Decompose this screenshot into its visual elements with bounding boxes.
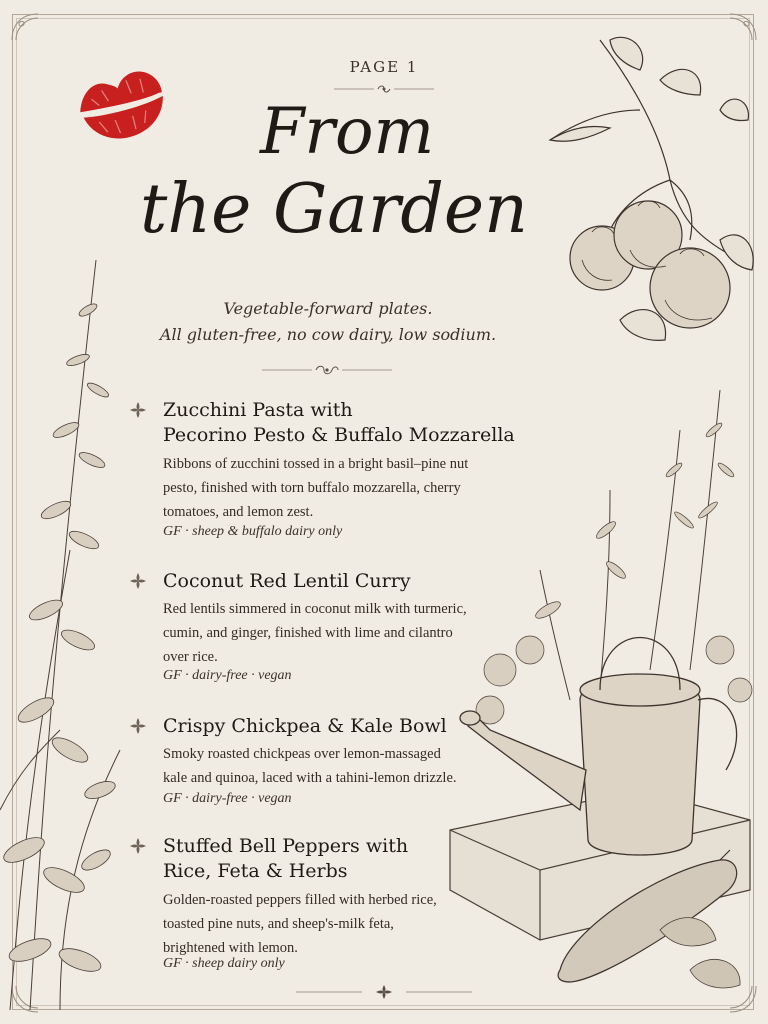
description-line: pesto, finished with torn buffalo mozzarella, cherry [163,480,461,496]
herb-sprigs-illustration [0,250,140,1020]
menu-subtitle [150,296,506,348]
corner-flourish-icon [8,10,42,44]
menu-item-name-line: Coconut Red Lentil Curry [163,570,411,592]
menu-item-dietary-tags: GF · sheep & buffalo dairy only [163,524,343,539]
description-line: Golden-roasted peppers filled with herbed rice, [163,892,437,908]
description-line: Ribbons of zucchini tossed in a bright basil–pine nut [163,456,469,472]
menu-item-dietary-tags: GF · dairy-free · vegan [163,668,292,683]
menu-item-dietary-tags: GF · sheep dairy only [163,956,285,971]
description-line: over rice. [163,649,218,665]
subtitle-line-2: All gluten-free, no cow dairy, low sodium. [159,325,497,344]
menu-item-name-line: Zucchini Pasta with [163,399,353,421]
title-line-1: From [260,95,435,169]
divider-ornament-icon [262,362,392,376]
title-line-2: the Garden [140,170,528,249]
subtitle-line-1: Vegetable-forward plates. [223,299,433,318]
menu-item-name-line: Pecorino Pesto & Buffalo Mozzarella [163,424,515,446]
menu-item-name-line: Crispy Chickpea & Kale Bowl [163,715,447,737]
description-line: Smoky roasted chickpeas over lemon-massaged [163,746,441,762]
page-number-label: PAGE 1 [349,58,419,76]
tomato-vine-illustration [520,20,760,390]
menu-item-name-line: Stuffed Bell Peppers with [163,835,409,857]
description-line: cumin, and ginger, finished with lime and cilantro [163,625,453,641]
description-line: toasted pine nuts, and sheep's-milk feta, [163,916,394,932]
description-line: kale and quinoa, laced with a tahini-lemon drizzle. [163,770,457,786]
description-line: tomatoes, and lemon zest. [163,504,314,520]
watering-can-garden-illustration [430,370,760,1010]
menu-item-dietary-tags: GF · dairy-free · vegan [163,791,292,806]
description-line: brightened with lemon. [163,940,298,956]
menu-title [110,95,550,290]
divider-ornament-icon [334,80,434,92]
menu-item-name-line: Rice, Feta & Herbs [163,860,348,882]
description-line: Red lentils simmered in coconut milk with turmeric, [163,601,467,617]
